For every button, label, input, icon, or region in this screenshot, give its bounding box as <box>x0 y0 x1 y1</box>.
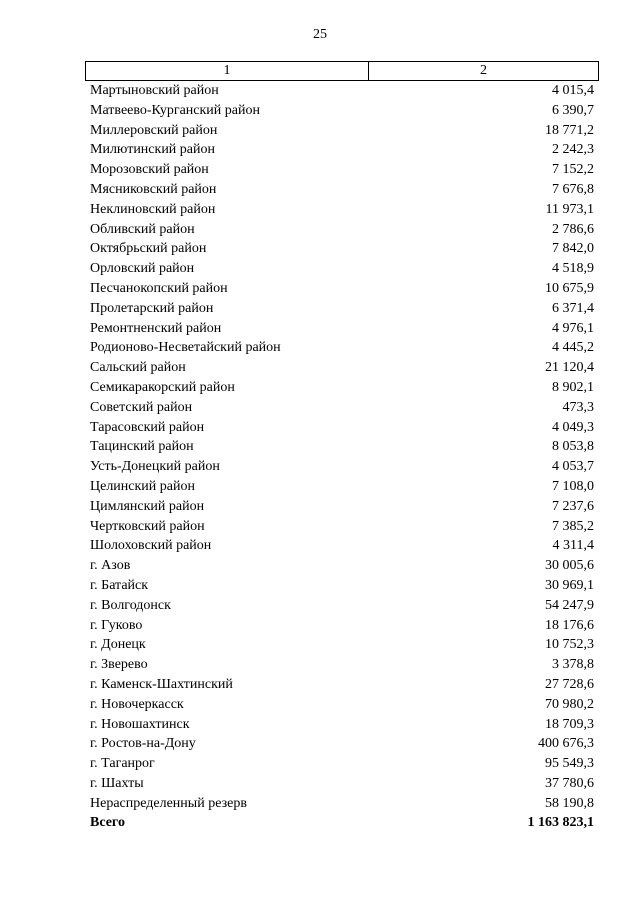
total-value: 1 163 823,1 <box>527 815 594 831</box>
table-row <box>90 675 594 695</box>
row-name: Морозовский район <box>90 162 209 178</box>
row-value: 7 385,2 <box>552 518 594 534</box>
row-value: 4 518,9 <box>552 261 594 277</box>
table-row <box>90 556 594 576</box>
row-value: 7 842,0 <box>552 241 594 257</box>
header-col-1: 1 <box>86 62 369 81</box>
row-name: Родионово-Несветайский район <box>90 340 281 356</box>
row-value: 27 728,6 <box>545 676 594 692</box>
row-name: Чертковский район <box>90 518 205 534</box>
table-row <box>90 774 594 794</box>
row-value: 3 378,8 <box>552 657 594 673</box>
row-name: Целинский район <box>90 478 195 494</box>
table-row <box>90 695 594 715</box>
row-name: Ремонтненский район <box>90 320 222 336</box>
row-name: г. Волгодонск <box>90 597 171 613</box>
row-value: 4 015,4 <box>552 83 594 98</box>
total-label: Всего <box>90 815 125 831</box>
table-row <box>90 220 594 240</box>
row-name: г. Шахты <box>90 775 144 791</box>
row-name: г. Новочеркасск <box>90 696 184 712</box>
table-row <box>90 497 594 517</box>
row-name: Октябрьский район <box>90 241 207 257</box>
row-name: Миллеровский район <box>90 122 218 138</box>
row-name: Тацинский район <box>90 439 194 455</box>
row-value: 95 549,3 <box>545 756 594 772</box>
row-name: Неклиновский район <box>90 201 216 217</box>
row-value: 4 311,4 <box>552 538 594 554</box>
page-number: 25 <box>313 27 327 42</box>
row-value: 21 120,4 <box>545 360 594 376</box>
table-row <box>90 437 594 457</box>
table-row <box>90 794 594 814</box>
row-name: г. Гуково <box>90 617 143 633</box>
table-row <box>90 160 594 180</box>
table-row <box>90 378 594 398</box>
row-name: Пролетарский район <box>90 300 214 316</box>
row-value: 10 752,3 <box>545 637 594 653</box>
table-row <box>90 358 594 378</box>
row-name: Милютинский район <box>90 142 216 158</box>
row-name: Матвеево-Курганский район <box>90 102 260 118</box>
row-name: Мясниковский район <box>90 181 217 197</box>
row-value: 8 902,1 <box>552 379 594 395</box>
row-value: 2 786,6 <box>552 221 594 237</box>
row-name: г. Батайск <box>90 577 149 593</box>
row-value: 6 390,7 <box>552 102 594 118</box>
row-value: 4 049,3 <box>552 419 594 435</box>
row-name: Обливский район <box>90 221 195 237</box>
row-value: 8 053,8 <box>552 439 594 455</box>
table-row <box>90 477 594 497</box>
row-name: Орловский район <box>90 261 195 277</box>
row-name: Нераспределенный резерв <box>90 795 247 811</box>
row-value: 18 709,3 <box>545 716 594 732</box>
table-row <box>90 655 594 675</box>
row-name: Советский район <box>90 399 193 415</box>
table-row <box>90 517 594 537</box>
table-row <box>90 457 594 477</box>
table-row <box>90 81 594 101</box>
row-name: Усть-Донецкий район <box>90 459 220 475</box>
table-row <box>90 715 594 735</box>
header-col-2: 2 <box>369 62 599 81</box>
table-row <box>90 259 594 279</box>
table-row <box>90 338 594 358</box>
table-row <box>90 279 594 299</box>
row-value: 11 973,1 <box>545 201 594 217</box>
table-row <box>90 576 594 596</box>
table-row <box>90 101 594 121</box>
table-body <box>90 81 594 833</box>
table-row <box>90 299 594 319</box>
row-value: 18 771,2 <box>545 122 594 138</box>
row-value: 6 371,4 <box>552 300 594 316</box>
row-value: 4 976,1 <box>552 320 594 336</box>
row-value: 7 108,0 <box>552 478 594 494</box>
row-value: 7 676,8 <box>552 181 594 197</box>
table-row <box>90 200 594 220</box>
row-name: Семикаракорский район <box>90 379 235 395</box>
table-row <box>90 239 594 259</box>
table-row <box>90 319 594 339</box>
row-name: г. Донецк <box>90 637 146 653</box>
row-name: Сальский район <box>90 360 186 376</box>
table-row <box>90 616 594 636</box>
row-value: 4 053,7 <box>552 459 594 475</box>
table-row <box>90 635 594 655</box>
row-value: 58 190,8 <box>545 795 594 811</box>
table-header <box>85 61 599 81</box>
row-value: 7 237,6 <box>552 498 594 514</box>
table-row <box>90 596 594 616</box>
row-value: 4 445,2 <box>552 340 594 356</box>
row-name: Цимлянский район <box>90 498 205 514</box>
total-row <box>90 813 594 833</box>
row-value: 54 247,9 <box>545 597 594 613</box>
table-row <box>90 121 594 141</box>
row-name: г. Ростов-на-Дону <box>90 736 196 752</box>
row-value: 2 242,3 <box>552 142 594 158</box>
table-row <box>90 398 594 418</box>
row-name: Тарасовский район <box>90 419 205 435</box>
row-name: Шолоховский район <box>90 538 212 554</box>
row-name: г. Азов <box>90 558 131 574</box>
row-name: г. Таганрог <box>90 756 155 772</box>
row-value: 10 675,9 <box>545 280 594 296</box>
row-name: г. Каменск-Шахтинский <box>90 676 233 692</box>
row-value: 400 676,3 <box>538 736 594 752</box>
row-name: г. Новошахтинск <box>90 716 190 732</box>
row-name: Мартыновский район <box>90 83 219 98</box>
table-row <box>90 180 594 200</box>
row-value: 473,3 <box>562 399 594 415</box>
row-value: 18 176,6 <box>545 617 594 633</box>
table-row <box>90 140 594 160</box>
row-value: 7 152,2 <box>552 162 594 178</box>
row-name: г. Зверево <box>90 657 148 673</box>
table-row <box>90 536 594 556</box>
table-row <box>90 754 594 774</box>
row-name: Песчанокопский район <box>90 280 228 296</box>
row-value: 70 980,2 <box>545 696 594 712</box>
table-row <box>90 418 594 438</box>
row-value: 37 780,6 <box>545 775 594 791</box>
table-row <box>90 734 594 754</box>
row-value: 30 969,1 <box>545 577 594 593</box>
row-value: 30 005,6 <box>545 558 594 574</box>
